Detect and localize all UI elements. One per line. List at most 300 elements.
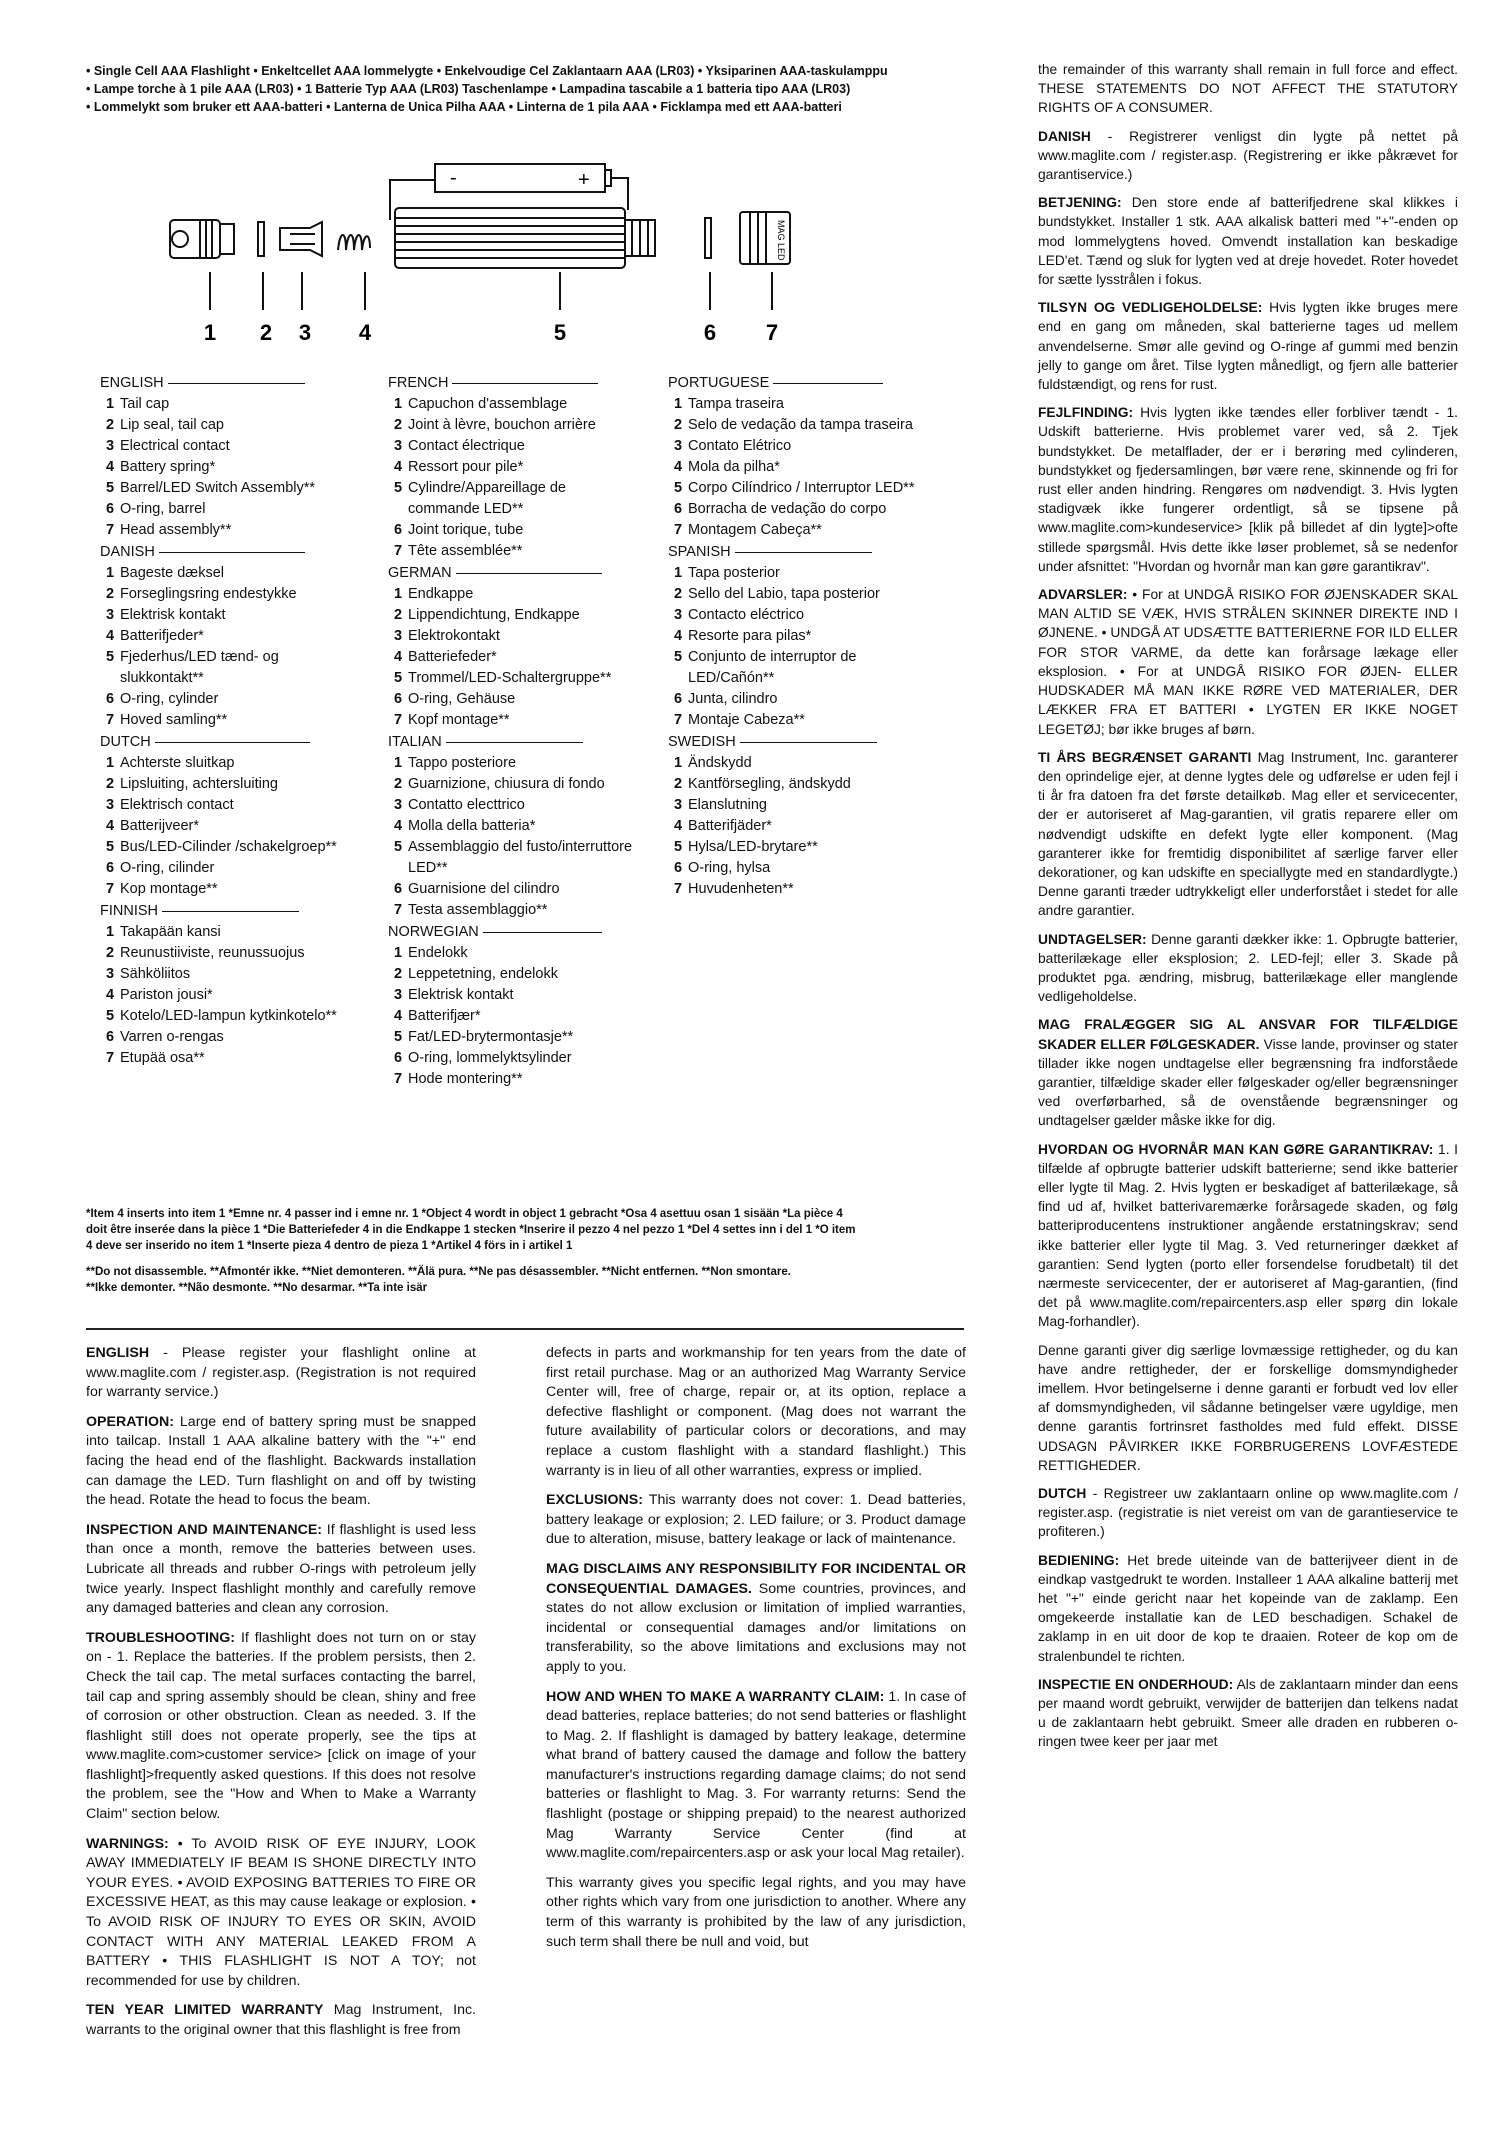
text-paragraph: [1038, 1484, 1458, 1542]
language-name: DANISH: [100, 544, 155, 560]
part-name: O-ring, Gehäuse: [408, 691, 516, 707]
part-list-item: [100, 795, 350, 816]
paragraph-heading: TI ÅRS BEGRÆNSET GARANTI: [1038, 749, 1252, 765]
part-list-item: [100, 985, 350, 1006]
footnote-line: **Do not disassemble. **Afmontér ikke. **Niet demonteren. **Älä pura. **Ne pas désassembler. **Nicht entfernen. **Non smontare.: [86, 1266, 791, 1278]
part-list-item: [388, 478, 638, 520]
part-number: 3: [673, 607, 683, 623]
part-name: Endkappe: [408, 586, 474, 602]
part-list-item: [668, 415, 918, 436]
text-paragraph: [1038, 1675, 1458, 1752]
part-name: Joint torique, tube: [408, 522, 524, 538]
part-number: 7: [393, 543, 403, 559]
part-number: 6: [393, 1050, 403, 1066]
head-marking: MAG LED: [776, 220, 786, 261]
part-list-item: [100, 943, 350, 964]
part-number: 4: [105, 628, 115, 644]
part-name: Joint à lèvre, bouchon arrière: [408, 417, 596, 433]
part-list-item: [388, 816, 638, 837]
part-name: O-ring, cilinder: [120, 860, 215, 876]
text-paragraph: [1038, 1140, 1458, 1332]
parts-language-heading: [100, 732, 350, 753]
part-name: Contatto electtrico: [408, 797, 525, 813]
text-paragraph: [1038, 403, 1458, 576]
part-name: Contacto eléctrico: [688, 607, 805, 623]
part-number: 3: [673, 797, 683, 813]
english-text-column-2: [546, 1344, 966, 1962]
paragraph-heading: DUTCH: [1038, 1486, 1087, 1502]
part-number: 5: [105, 480, 115, 496]
part-number: 6: [673, 501, 683, 517]
part-list-item: [100, 563, 350, 584]
part-list-item: [388, 584, 638, 605]
heading-rule: [446, 742, 583, 743]
part-name: O-ring, barrel: [120, 501, 206, 517]
part-number: 1: [393, 586, 403, 602]
text-paragraph: [1038, 748, 1458, 921]
part-number: 7: [393, 1071, 403, 1087]
part-number: 6: [105, 1029, 115, 1045]
part-name: Borracha de vedação do corpo: [688, 501, 887, 517]
paragraph-body: defects in parts and workmanship for ten years from the date of first retail purchase. Mag or an authorized Mag Warranty Service Center will, free of charge, repair or, at its option, replace a defective flashlight or component. (Mag does not warrant the future availability of particular colors or decorations, and may replace a custom flashlight with a standard flashlight.) This warranty is in lieu of all other warranties, express or implied.: [546, 1345, 966, 1479]
part-list-item: [388, 710, 638, 731]
language-name: SPANISH: [668, 544, 731, 560]
section-divider: [86, 1328, 964, 1330]
paragraph-heading: ADVARSLER:: [1038, 587, 1128, 603]
part-name: Leppetetning, endelokk: [408, 966, 558, 982]
part-list-item: [668, 394, 918, 415]
product-title-line: • Lommelykt som bruker ett AAA-batteri • Lanterna de Unica Pilha AAA • Linterna de 1 pila AAA • Ficklampa med ett AAA-batteri: [86, 100, 842, 114]
part-number: 4: [105, 459, 115, 475]
part-list-item: [668, 584, 918, 605]
part-number-label: 2: [259, 320, 273, 345]
part-list-item: [668, 478, 918, 499]
text-paragraph: [1038, 1341, 1458, 1475]
product-title-block: [86, 62, 986, 116]
footnotes: [86, 1206, 966, 1296]
part-name: Contact électrique: [408, 438, 525, 454]
part-list-item: [100, 1027, 350, 1048]
part-list-item: [100, 478, 350, 499]
paragraph-body: Mag Instrument, Inc. warrants to the original owner that this flashlight is free from: [86, 2002, 476, 2038]
part-number: 1: [673, 755, 683, 771]
text-paragraph: [546, 1491, 966, 1550]
part-list-item: [100, 520, 350, 541]
part-number: 3: [105, 438, 115, 454]
paragraph-heading: TILSYN OG VEDLIGEHOLDELSE:: [1038, 300, 1263, 316]
part-name: Contato Elétrico: [688, 438, 792, 454]
part-list-item: [668, 753, 918, 774]
paragraph-body: This warranty gives you specific legal rights, and you may have other rights which vary from one jurisdiction to another. Where any term of this warranty is prohibited by the law of any jurisdiction, such term shall there be null and void, but: [546, 1874, 966, 1950]
part-list-item: [388, 1027, 638, 1048]
part-name: Takapään kansi: [120, 924, 221, 940]
part-list-item: [100, 1006, 350, 1027]
paragraph-body: Den store ende af batterifjedrene skal klikkes i bundstykket. Installer 1 stk. AAA alkalisk batteri med "+"-enden op mod lommelygtens hoved. Omvendt installation kan beskadige LED'et. Tænd og sluk for lygten ved at dreje hovedet. Roter hovedet for sætte lysstrålen i fokus.: [1038, 195, 1458, 288]
part-list-item: [100, 710, 350, 731]
part-list-item: [668, 879, 918, 900]
language-name: FINNISH: [100, 903, 158, 919]
part-list-item: [388, 900, 638, 921]
text-paragraph: [1038, 1551, 1458, 1666]
part-list-item: [668, 689, 918, 710]
part-name: Electrical contact: [120, 438, 230, 454]
parts-language-heading: [100, 542, 350, 563]
part-name: Kantförsegling, ändskydd: [688, 776, 851, 792]
exploded-parts-diagram: [150, 160, 850, 360]
part-number: 3: [393, 438, 403, 454]
part-name: Molla della batteria*: [408, 818, 536, 834]
part-number: 2: [393, 607, 403, 623]
part-list-item: [668, 816, 918, 837]
part-number: 4: [673, 818, 683, 834]
part-name: Elektrisk kontakt: [408, 987, 514, 1003]
part-name: Sello del Labio, tapa posterior: [688, 586, 880, 602]
part-list-item: [388, 394, 638, 415]
text-paragraph: [1038, 298, 1458, 394]
paragraph-heading: HOW AND WHEN TO MAKE A WARRANTY CLAIM:: [546, 1688, 885, 1705]
paragraph-heading: INSPECTION AND MAINTENANCE:: [86, 1521, 323, 1538]
part-number: 1: [105, 396, 115, 412]
paragraph-heading: DANISH: [1038, 128, 1091, 144]
part-name: Tappo posteriore: [408, 755, 517, 771]
paragraph-heading: ENGLISH: [86, 1345, 150, 1361]
part-number-label: 7: [765, 320, 779, 345]
part-number: 7: [105, 712, 115, 728]
part-list-item: [388, 985, 638, 1006]
part-name: Tête assemblée**: [408, 543, 523, 559]
part-list-item: [668, 605, 918, 626]
parts-language-heading: [100, 373, 350, 394]
part-list-item: [388, 943, 638, 964]
part-list-item: [100, 394, 350, 415]
paragraph-body: Mag Instrument, Inc. garanterer den oprindelige ejer, at denne lygtes dele og udførelse er uden fejl i ti år fra datoen fra det første detailkøb. Mag eller et servicecenter, der er autoriseret af Mag-garantien, vil gratis reparere eller om nødvendigt udskifte en defekt lygte eller komponent. (Mag garanterer ikke for fremtidig disponibilitet af særlige farver eller dekorationer, og kan udskifte en speciallygte med en standardlygte.) Denne garanti træder udtrykkeligt eller underforstået i stedet for alle andre garantier.: [1038, 749, 1458, 919]
heading-rule: [773, 383, 883, 384]
part-number: 4: [393, 818, 403, 834]
part-number-label: 3: [298, 320, 312, 345]
part-list-item: [100, 584, 350, 605]
footnote-line: doit être inserée dans la pièce 1 *Die Batteriefeder 4 in die Endkappe 1 stecken *Inserire il pezzo 4 nel pezzo 1 *Del 4 settes inn i del 1 *O item: [86, 1224, 856, 1236]
part-number: 1: [673, 565, 683, 581]
part-name: Elektrisch contact: [120, 797, 234, 813]
language-name: SWEDISH: [668, 734, 736, 750]
part-name: Corpo Cilíndrico / Interruptor LED**: [688, 480, 915, 496]
battery-minus-label: -: [450, 167, 457, 189]
text-paragraph: [86, 1413, 476, 1511]
part-list-item: [100, 436, 350, 457]
parts-language-heading: [668, 542, 918, 563]
part-number: 5: [673, 649, 683, 665]
part-name: Elanslutning: [688, 797, 767, 813]
paragraph-heading: EXCLUSIONS:: [546, 1492, 643, 1509]
part-list-item: [388, 520, 638, 541]
part-number: 4: [105, 818, 115, 834]
part-name: Testa assemblaggio**: [408, 902, 548, 918]
part-name: Sähköliitos: [120, 966, 191, 982]
part-list-item: [668, 710, 918, 731]
part-list-item: [668, 626, 918, 647]
part-list-item: [668, 774, 918, 795]
part-number: 4: [393, 459, 403, 475]
text-paragraph: [1038, 930, 1458, 1007]
paragraph-body: • To AVOID RISK OF EYE INJURY, LOOK AWAY IMMEDIATELY IF BEAM IS SHONE DIRECTLY INTO YOUR EYES. • AVOID EXPOSING BATTERIES TO FIRE OR EXCESSIVE HEAT, as this may cause leakage or explosion. • To AVOID RISK OF INJURY TO EYES OR SKIN, AVOID CONTACT WITH ANY MATERIAL LEAKED FROM A BATTERY • THIS FLASHLIGHT IS NOT A TOY; not recommended for use by children.: [86, 1835, 476, 1989]
part-list-item: [100, 837, 350, 858]
part-name: Guarnisione del cilindro: [408, 881, 560, 897]
part-number: 4: [393, 649, 403, 665]
part-name: Ändskydd: [688, 755, 752, 771]
parts-language-heading: [388, 922, 638, 943]
part-name: Fjederhus/LED tænd- og slukkontakt**: [120, 649, 279, 686]
battery-spring-drawing: [338, 235, 370, 250]
lip-seal-drawing: [258, 222, 264, 256]
part-list-item: [388, 436, 638, 457]
parts-list-column-3: [668, 372, 918, 900]
part-name: Capuchon d'assemblage: [408, 396, 568, 412]
part-number: 1: [393, 396, 403, 412]
part-number: 6: [105, 860, 115, 876]
text-paragraph: [86, 1629, 476, 1825]
part-name: Hoved samling**: [120, 712, 228, 728]
parts-language-heading: [668, 373, 918, 394]
part-number: 2: [673, 776, 683, 792]
heading-rule: [452, 383, 598, 384]
part-number: 4: [673, 459, 683, 475]
heading-rule: [740, 742, 877, 743]
part-name: Varren o-rengas: [120, 1029, 224, 1045]
paragraph-body: - Please register your flashlight online at www.maglite.com / register.asp. (Registration is not required for warranty service.): [86, 1345, 476, 1401]
part-number: 2: [673, 417, 683, 433]
part-name: Conjunto de interruptor de LED/Cañón**: [688, 649, 857, 686]
part-number: 6: [673, 860, 683, 876]
battery-plus-label: +: [578, 169, 590, 191]
part-list-item: [100, 858, 350, 879]
part-name: Elektrisk kontakt: [120, 607, 226, 623]
heading-rule: [735, 552, 872, 553]
part-name: Mola da pilha*: [688, 459, 780, 475]
paragraph-heading: TROUBLESHOOTING:: [86, 1629, 235, 1646]
part-number: 6: [393, 522, 403, 538]
part-number: 2: [105, 417, 115, 433]
part-list-item: [100, 626, 350, 647]
part-number: 1: [393, 945, 403, 961]
part-name: Hylsa/LED-brytare**: [688, 839, 818, 855]
part-number: 7: [393, 902, 403, 918]
part-number: 5: [393, 1029, 403, 1045]
part-number: 4: [393, 1008, 403, 1024]
part-number: 1: [105, 755, 115, 771]
part-name: Barrel/LED Switch Assembly**: [120, 480, 316, 496]
paragraph-body: Hvis lygten ikke tændes eller forbliver tændt - 1. Udskift batterierne. Hvis problemet varer ved, så 2. Tjek bundstykket. De metalflader, der er i berøring med cylinderen, bundstykket og fjedersamlingen, bør være rene, skinnende og fri for rust eller anden hindring. Rengøres om nødvendigt. 3. Hvis lygten stadigvæk ikke fungerer ordentligt, så se tipsene på www.maglite.com>kundeservice> [klik på billedet af din lygte]>ofte stillede spørgsmål. Hvis dette ikke løser problemet, så se nedenfor under afsnittet: "Hvordan og hvornår man kan gøre garantikrav".: [1038, 405, 1458, 574]
part-number: 7: [105, 1050, 115, 1066]
paragraph-heading: WARNINGS:: [86, 1835, 169, 1852]
part-list-item: [100, 879, 350, 900]
part-name: Ressort pour pile*: [408, 459, 524, 475]
part-list-item: [668, 858, 918, 879]
part-list-item: [668, 647, 918, 689]
part-list-item: [388, 415, 638, 436]
right-text-column: [1038, 60, 1458, 1761]
parts-language-heading: [388, 373, 638, 394]
part-list-item: [388, 541, 638, 562]
text-paragraph: [546, 1874, 966, 1952]
part-number: 6: [393, 881, 403, 897]
part-name: Selo de vedação da tampa traseira: [688, 417, 913, 433]
heading-rule: [456, 573, 602, 574]
electrical-contact-drawing: [280, 222, 322, 256]
part-list-item: [388, 795, 638, 816]
parts-language-heading: [388, 732, 638, 753]
paragraph-heading: MAG FRALÆGGER SIG AL ANSVAR FOR TILFÆLDIGE SKADER ELLER FØLGESKADER.: [1038, 1017, 1458, 1052]
part-name: Hode montering**: [408, 1071, 523, 1087]
language-name: NORWEGIAN: [388, 924, 479, 940]
language-name: DUTCH: [100, 734, 151, 750]
part-name: Reunustiiviste, reunussuojus: [120, 945, 305, 961]
part-number: 7: [393, 712, 403, 728]
paragraph-body: • For at UNDGÅ RISIKO FOR ØJENSKADER SKAL MAN ALTID SE VÆK, HVIS STRÅLEN SKINNER DIREKTE IND I ØJNENE. • UNDGÅ AT UDSÆTTE BATTERIERNE FOR ILD ELLER FOR STOR VARME, da dette kan forårsage lækage eller eksplosion. • For at UNDGÅ RISIKO FOR ØJEN- ELLER HUDSKADER MÅ MAN IKKE RØRE VED MATERIALER, DER LÆKKER FRA ET BATTERI • LYGTEN ER IKKE NOGET LEGETØJ; bør ikke bruges af børn.: [1038, 587, 1458, 737]
part-number: 7: [673, 522, 683, 538]
part-number: 1: [105, 924, 115, 940]
paragraph-heading: FEJLFINDING:: [1038, 405, 1134, 421]
language-name: ENGLISH: [100, 375, 164, 391]
part-name: Cylindre/Appareillage de commande LED**: [408, 480, 566, 517]
part-list-item: [388, 837, 638, 879]
part-name: Tampa traseira: [688, 396, 784, 412]
part-list-item: [388, 964, 638, 985]
part-list-item: [388, 879, 638, 900]
text-paragraph: [546, 1344, 966, 1481]
part-number: 3: [105, 607, 115, 623]
part-list-item: [100, 1048, 350, 1069]
part-number: 3: [105, 966, 115, 982]
text-paragraph: [86, 1344, 476, 1403]
part-name: Fat/LED-brytermontasje**: [408, 1029, 574, 1045]
part-list-item: [100, 605, 350, 626]
part-name: Batterifjeder*: [120, 628, 204, 644]
part-number: 5: [393, 670, 403, 686]
part-name: Montagem Cabeça**: [688, 522, 822, 538]
part-name: Head assembly**: [120, 522, 232, 538]
parts-language-heading: [100, 901, 350, 922]
english-text-column-1: [86, 1344, 476, 2051]
part-number: 6: [105, 501, 115, 517]
part-name: Trommel/LED-Schaltergruppe**: [408, 670, 612, 686]
part-list-item: [100, 816, 350, 837]
part-list-item: [100, 964, 350, 985]
text-paragraph: [1038, 193, 1458, 289]
paragraph-body: 1. I tilfælde af opbrugte batterier udskift batterierne; send ikke batterier eller lygte til Mag. 2. Hvis lygten er beskadiget af batterilækage, så find ud af, hvilket batterivaremærke forårsagede skaden, og følg batteriproducentens instruktioner angående erstatningskrav; send ikke batterier eller lygte til Mag. 3. Ved returneringer dækket af garantien: Send lygten (porto eller forsendelse forudbetalt) til det nærmeste servicecenter, der er autoriseret af Mag-garantien, (find det på www.maglite.com/repaircenters.asp eller spørg din lokale Mag-forhandler).: [1038, 1141, 1458, 1330]
part-list-item: [668, 837, 918, 858]
part-number: 3: [393, 987, 403, 1003]
language-name: GERMAN: [388, 565, 452, 581]
part-number: 5: [673, 839, 683, 855]
paragraph-heading: INSPECTIE EN ONDERHOUD:: [1038, 1676, 1234, 1692]
part-list-item: [388, 753, 638, 774]
part-name: Etupää osa**: [120, 1050, 205, 1066]
paragraph-heading: OPERATION:: [86, 1413, 175, 1430]
part-list-item: [100, 753, 350, 774]
part-number: 3: [105, 797, 115, 813]
product-title-line: • Single Cell AAA Flashlight • Enkeltcellet AAA lommelygte • Enkelvoudige Cel Zaklantaarn AAA (LR03) • Yksiparinen AAA-taskulamppu: [86, 64, 888, 78]
part-number: 5: [105, 649, 115, 665]
part-number-label: 4: [358, 320, 372, 345]
part-list-item: [668, 563, 918, 584]
part-name: Kotelo/LED-lampun kytkinkotelo**: [120, 1008, 337, 1024]
part-number: 1: [393, 755, 403, 771]
part-number: 2: [105, 776, 115, 792]
text-paragraph: [1038, 60, 1458, 118]
paragraph-heading: UNDTAGELSER:: [1038, 931, 1147, 947]
text-paragraph: [546, 1560, 966, 1678]
part-number: 7: [105, 881, 115, 897]
part-number: 2: [393, 776, 403, 792]
part-number: 7: [105, 522, 115, 538]
paragraph-body: Visse lande, provinser og stater tillader ikke nogen undtagelse eller begrænsning fra indforståede garantier, tilfældige skader eller følgeskader og/eller begrænsninger ved overførbarhed, så de ovenstående begrænsninger og undtagelser gælder måske ikke for dig.: [1038, 1036, 1459, 1129]
part-name: Resorte para pilas*: [688, 628, 812, 644]
part-list-item: [100, 457, 350, 478]
part-name: Battery spring*: [120, 459, 216, 475]
paragraph-body: Denne garanti giver dig særlige lovmæssige rettigheder, og du kan have andre rettigheder, der er forskellige domsmyndigheder imellem. Hvor betingelserne i denne garanti er forbudt ved lov eller af domsmyndigheden, vil sådanne betingelser være ugyldige, men denne garantis fortrinsret fastholdes med fuld effekt. DISSE UDSAGN PÅVIRKER IKKE FORBRUGERENS LOVFÆSTEDE RETTIGHEDER.: [1038, 1342, 1458, 1473]
paragraph-body: Hvis lygten ikke bruges mere end en gang om måneden, skal batterierne tages ud mellem anvendelserne. Smør alle gevind og O-ringe af gummi med benzin jelly to gange om året. Tilse lygten månedligt, og fjern alle batterier fuldstændigt, og rens for rust.: [1038, 300, 1458, 393]
footnote-line: *Item 4 inserts into item 1 *Emne nr. 4 passer ind i emne nr. 1 *Object 4 wordt in object 1 gebracht *Osa 4 asettuu osan 1 sisään *La pièce 4: [86, 1208, 843, 1220]
part-number: 5: [393, 480, 403, 496]
paragraph-body: If flashlight is used less than once a month, remove the batteries between uses. Lubricate all threads and rubber O-rings with petroleum jelly twice yearly. Inspect flashlight monthly and carefully remove any damaged batteries and clean any corrosion.: [86, 1521, 477, 1617]
part-list-item: [388, 1006, 638, 1027]
part-name: O-ring, lommelyktsylinder: [408, 1050, 572, 1066]
part-name: Kopf montage**: [408, 712, 510, 728]
part-name: Batterifjær*: [408, 1008, 481, 1024]
part-number: 3: [393, 628, 403, 644]
paragraph-body: 1. In case of dead batteries, replace batteries; do not send batteries or flashlight to Mag. 2. If flashlight is damaged by battery leakage, determine what brand of battery caused the damage and follow the battery manufacturer's instructions regarding damage claims; do not send batteries or flashlight to Mag. 3. For warranty returns: Send the flashlight (postage or shipping prepaid) to the nearest authorized Mag Warranty Service Center (find at www.maglite.com/repaircenters.asp or ask your local Mag retailer).: [546, 1688, 966, 1862]
paragraph-body: This warranty does not cover: 1. Dead batteries, battery leakage or explosion; 2. LED failure; or 3. Product damage due to alteration, misuse, battery leakage or lack of maintenance.: [546, 1492, 966, 1548]
text-paragraph: [86, 2001, 476, 2040]
part-number: 3: [673, 438, 683, 454]
part-list-item: [388, 457, 638, 478]
part-name: O-ring, hylsa: [688, 860, 771, 876]
part-list-item: [100, 415, 350, 436]
part-name: Pariston jousi*: [120, 987, 213, 1003]
part-number: 7: [673, 712, 683, 728]
language-name: PORTUGUESE: [668, 375, 770, 391]
parts-list-column-2: [388, 372, 638, 1090]
part-list-item: [388, 1048, 638, 1069]
part-number-label: 1: [203, 320, 217, 345]
part-name: Lipsluiting, achtersluiting: [120, 776, 278, 792]
part-name: Assemblaggio del fusto/interruttore LED**: [408, 839, 633, 876]
part-number: 4: [105, 987, 115, 1003]
part-number: 2: [105, 945, 115, 961]
paragraph-body: Als de zaklantaarn minder dan eens per maand wordt gebruikt, verwijder de batterijen dan telkens nadat u de zaklantaarn hebt gebruikt. Smeer alle draden en rubberen o-ringen twee keer per jaar met: [1038, 1676, 1458, 1750]
heading-rule: [155, 742, 310, 743]
part-name: Bus/LED-Cilinder /schakelgroep**: [120, 839, 337, 855]
text-paragraph: [86, 1835, 476, 1992]
heading-rule: [168, 383, 305, 384]
part-name: Huvudenheten**: [688, 881, 794, 897]
part-list-item: [100, 689, 350, 710]
part-list-item: [668, 520, 918, 541]
text-paragraph: [86, 1521, 476, 1619]
footnote-line: **Ikke demonter. **Não desmonte. **No desarmar. **Ta inte isär: [86, 1282, 428, 1294]
paragraph-heading: BEDIENING:: [1038, 1552, 1120, 1568]
part-name: Tail cap: [120, 396, 170, 412]
part-number: 5: [673, 480, 683, 496]
text-paragraph: [1038, 1015, 1458, 1130]
parts-list-column-1: [100, 372, 350, 1069]
heading-rule: [483, 932, 602, 933]
product-title-line: • Lampe torche à 1 pile AAA (LR03) • 1 Batterie Typ AAA (LR03) Taschenlampe • Lampadina tascabile a 1 batteria tipo AAA (LR03): [86, 82, 851, 96]
text-paragraph: [1038, 127, 1458, 185]
paragraph-heading: BETJENING:: [1038, 195, 1122, 211]
part-list-item: [388, 774, 638, 795]
parts-language-heading: [668, 732, 918, 753]
